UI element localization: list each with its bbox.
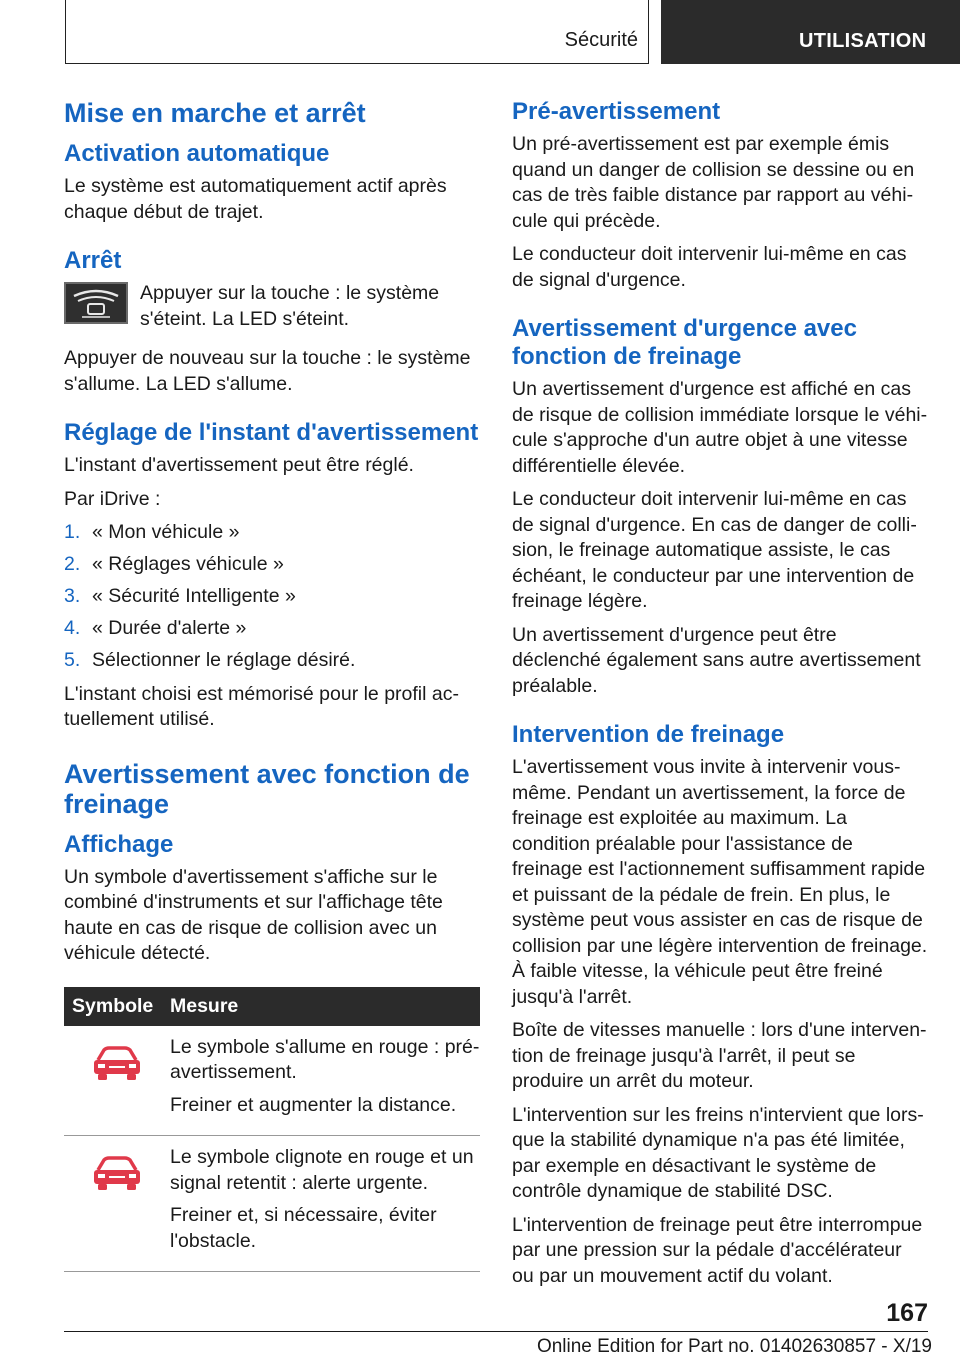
heading-pre-warning: Pré-avertissement bbox=[512, 98, 721, 125]
left-column bbox=[64, 98, 480, 1272]
list-item: 4. « Durée d'alerte » bbox=[64, 617, 247, 639]
idrive-steps-list bbox=[64, 520, 480, 674]
table-header-measure: Mesure bbox=[170, 987, 480, 1026]
measure-cell: Le symbole clignote en rouge et un signal retentit : alerte urgente. Freiner et, si nécessaire, éviter l'obstacle. bbox=[170, 1136, 480, 1272]
list-item: 2. « Réglages véhicule » bbox=[64, 553, 284, 575]
red-car-warning-icon bbox=[92, 1156, 142, 1192]
text-warning-time: L'instant d'avertissement peut être réglé. bbox=[64, 454, 414, 476]
list-item: 1. « Mon véhicule » bbox=[64, 521, 240, 543]
text-intervention-4: L'intervention de freinage peut être interrompue par une pression sur la pédale d'accélérateur ou par un mouvement actif du volant. bbox=[512, 1213, 923, 1287]
text-stop-button: Appuyer sur la touche : le système s'éteint. La LED s'éteint. bbox=[140, 282, 440, 330]
header-section-title: Sécurité bbox=[564, 29, 638, 51]
section-title-braking-warning: Avertissement avec fonction de freinage bbox=[64, 758, 470, 819]
list-item: 5. Sélectionner le réglage désiré. bbox=[64, 649, 356, 671]
stop-button-instruction bbox=[64, 281, 480, 340]
footer-divider bbox=[64, 1331, 928, 1332]
text-display: Un symbole d'avertissement s'affiche sur le combiné d'instruments et sur l'affichage tête haute en cas de risque de collision avec un véhicule détecté. bbox=[64, 865, 443, 964]
heading-display: Affichage bbox=[64, 830, 174, 858]
text-urgent-3: Un avertissement d'urgence peut être déclenché également sans autre avertissement préalable. bbox=[512, 623, 921, 697]
right-column bbox=[512, 98, 928, 1297]
symbol-table bbox=[64, 987, 480, 1273]
collision-warning-button-icon bbox=[64, 282, 128, 324]
header-chapter-tab: UTILISATION bbox=[661, 0, 960, 64]
heading-warning-time: Réglage de l'instant d'avertissement bbox=[64, 419, 479, 446]
red-car-warning-icon bbox=[92, 1046, 142, 1082]
table-row bbox=[64, 1136, 480, 1272]
text-intervention-3: L'intervention sur les freins n'intervient que lorsque la stabilité dynamique n'a pas été limitée, par exemple en désactivant le système de contrôle dynamique de stabilité DSC. bbox=[512, 1103, 924, 1202]
text-stop-again: Appuyer de nouveau sur la touche : le système s'allume. La LED s'allume. bbox=[64, 347, 471, 395]
list-item: 3. « Sécurité Intelligente » bbox=[64, 585, 296, 607]
text-pre-warning-2: Le conducteur doit intervenir lui-même en cas de signal d'urgence. bbox=[512, 243, 907, 291]
text-idrive: Par iDrive : bbox=[64, 487, 161, 510]
table-header-row bbox=[64, 987, 480, 1026]
text-activation: Le système est automatiquement actif après chaque début de trajet. bbox=[64, 175, 447, 223]
heading-stop: Arrêt bbox=[64, 247, 122, 274]
text-saved-profile: L'instant choisi est mémorisé pour le profil actuellement utilisé. bbox=[64, 682, 459, 730]
text-intervention-2: Boîte de vitesses manuelle : lors d'une intervention de freinage jusqu'à l'arrêt, il peut se produire un arrêt du moteur. bbox=[512, 1019, 927, 1092]
heading-activation: Activation automatique bbox=[64, 140, 330, 167]
symbol-cell bbox=[64, 1136, 170, 1272]
table-row bbox=[64, 1026, 480, 1136]
text-urgent-1: Un avertissement d'urgence est affiché en cas de risque de collision immédiate lorsque le véhicule s'approche d'un autre objet à une vitesse différentielle élevée. bbox=[512, 378, 928, 477]
header-frame bbox=[65, 0, 649, 64]
text-intervention-1: L'avertissement vous invite à intervenir vous-même. Pendant un avertissement, la force de freinage est exploitée au maximum. La condition préalable pour l'assistance de freinage est l'actionnement suffisamment rapide et puissant de la pédale de frein. En plus, le système peut vous assister en cas de risque de collision par une légère intervention de freinage. À faible vitesse, la véhicule peut être freiné jusqu'à l'arrêt. bbox=[512, 756, 928, 1008]
heading-urgent-warning: Avertissement d'urgence avec fonction de freinage bbox=[512, 315, 857, 370]
table-header-symbol: Symbole bbox=[64, 987, 170, 1026]
section-title-start-stop: Mise en marche et arrêt bbox=[64, 98, 366, 128]
measure-cell: Le symbole s'allume en rouge : pré-avertissement. Freiner et augmenter la distance. bbox=[170, 1026, 480, 1136]
symbol-cell bbox=[64, 1026, 170, 1136]
footer-edition: Online Edition for Part no. 01402630857 - X/19 bbox=[536, 1336, 932, 1357]
text-pre-warning-1: Un pré-avertissement est par exemple émis quand un danger de collision se dessine ou en cas de très faible distance par rapport au véhicule qui précède. bbox=[512, 133, 915, 232]
page-number: 167 bbox=[886, 1299, 928, 1327]
heading-brake-intervention: Intervention de freinage bbox=[512, 721, 785, 748]
text-urgent-2: Le conducteur doit intervenir lui-même en cas de signal d'urgence. En cas de danger de collision, le freinage automatique assiste, le cas échéant, le conducteur par une intervention de freinage légère. bbox=[512, 488, 917, 612]
